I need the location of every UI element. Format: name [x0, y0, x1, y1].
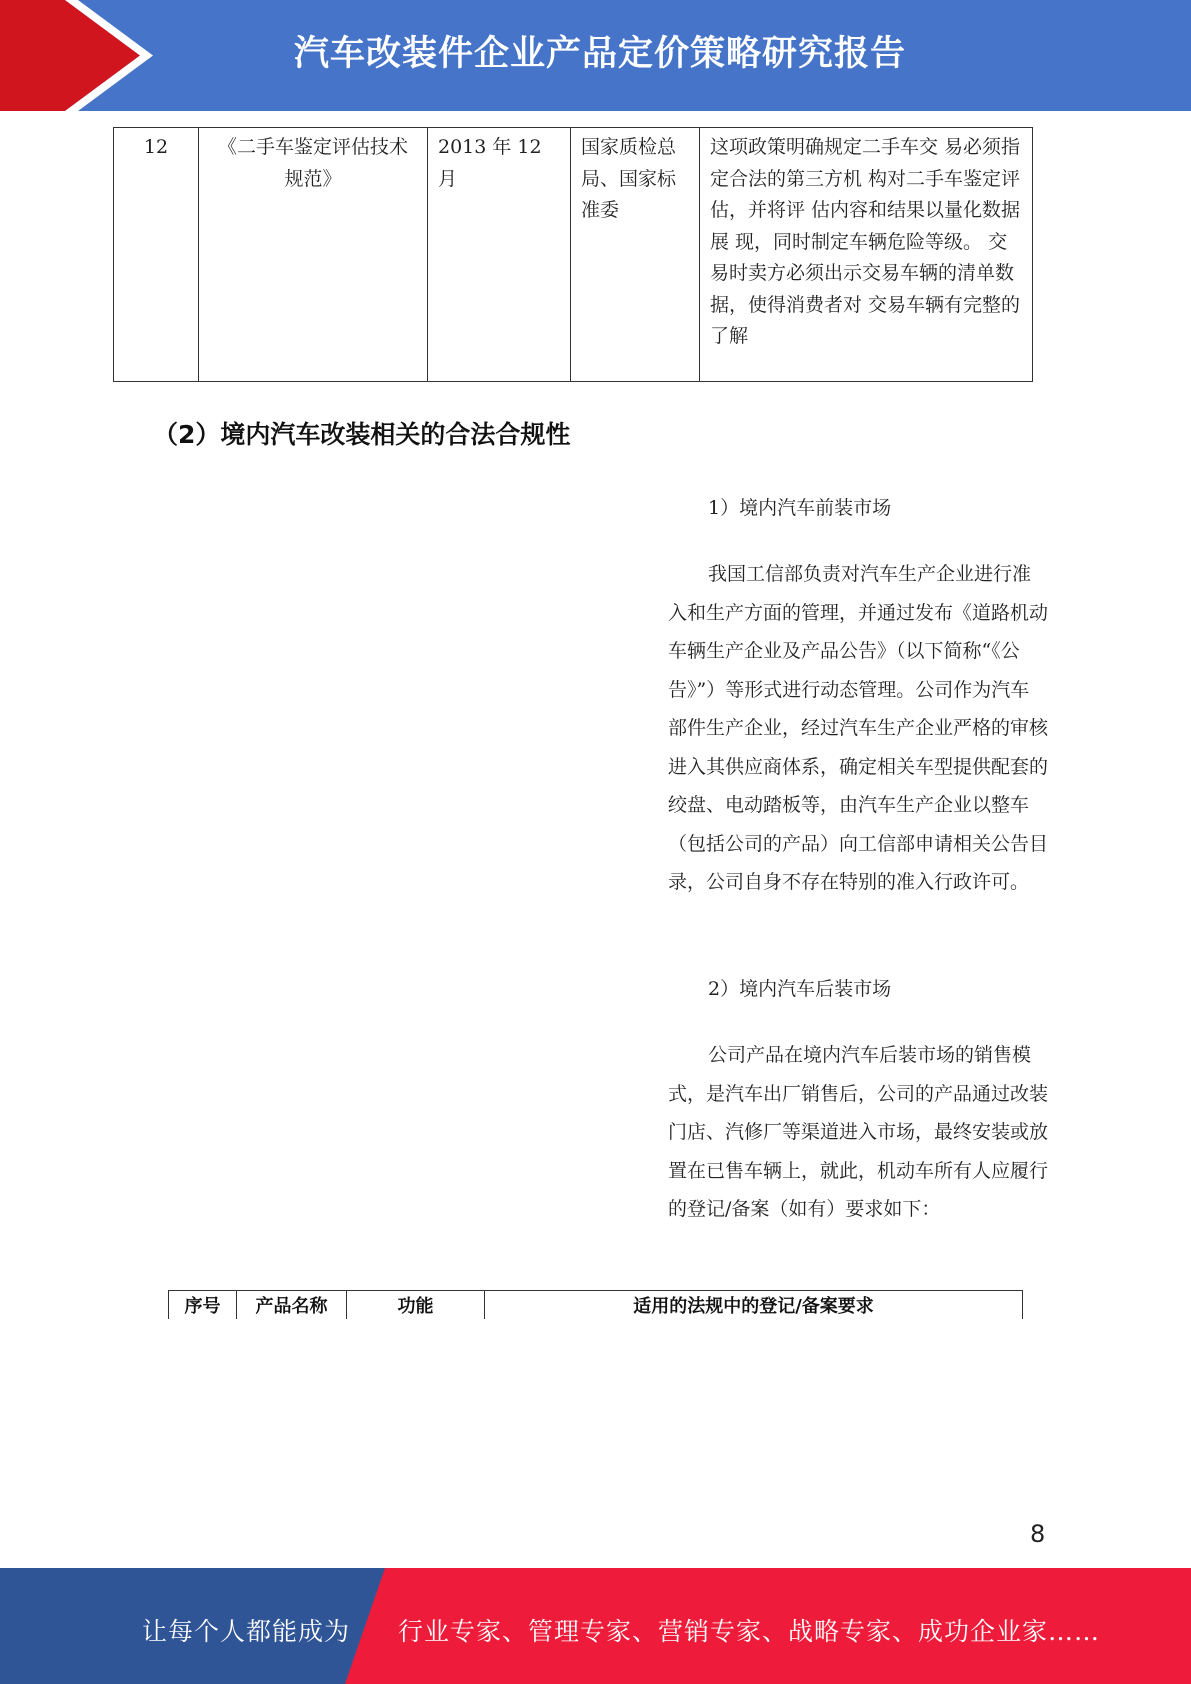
- regulation-name: 《二手车鉴定评估技术规范》: [199, 128, 428, 382]
- report-title: 汽车改装件企业产品定价策略研究报告: [293, 34, 906, 74]
- registration-requirements-table: [168, 1290, 1023, 1319]
- section-heading: （2）境内汽车改装相关的合法合规性: [153, 420, 571, 449]
- column-header-requirements: 适用的法规中的登记/备案要求: [485, 1291, 1023, 1320]
- paragraph-oem-market: [668, 555, 1048, 902]
- column-header-function: 功能: [347, 1291, 485, 1320]
- issue-date: 2013 年 12 月: [428, 128, 571, 382]
- footer-slogan-right: 行业专家、管理专家、营销专家、战略专家、成功企业家……: [398, 1617, 1101, 1646]
- header-chevron-decoration: [0, 0, 160, 111]
- page-number: 8: [1030, 1520, 1046, 1548]
- column-header-no: 序号: [169, 1291, 237, 1320]
- page-header: [0, 0, 1191, 111]
- paragraph-text: 公司产品在境内汽车后装市场的销售模式，是汽车出厂销售后，公司的产品通过改装门店、汽修厂等渠道进入市场，最终安装或放置在已售车辆上，就此，机动车所有人应履行的登记/备案（如有）要求如下：: [668, 1044, 1049, 1220]
- table-header-row: [169, 1291, 1023, 1320]
- issuing-authority: 国家质检总局、国家标准委: [571, 128, 700, 382]
- paragraph-aftermarket: [668, 1036, 1048, 1229]
- paragraph-text: 我国工信部负责对汽车生产企业进行准入和生产方面的管理，并通过发布《道路机动车辆生产企业及产品公告》（以下简称“《公告》”）等形式进行动态管理。公司作为汽车部件生产企业，经过汽车生产企业严格的审核进入其供应商体系，确定相关车型提供配套的绞盘、电动踏板等，由汽车生产企业以整车（包括公司的产品）向工信部申请相关公告目录，公司自身不存在特别的准入行政许可。: [668, 563, 1049, 893]
- table-row: [114, 128, 1033, 382]
- regulation-table: [113, 127, 1033, 382]
- regulation-content: 这项政策明确规定二手车交 易必须指定合法的第三方机 构对二手车鉴定评估，并将评 估内容和结果以量化数据展 现，同时制定车辆危险等级。 交易时卖方必须出示交易车辆的清单数据，使得消费者对 交易车辆有完整的了解: [700, 128, 1033, 382]
- footer-slogan-left: 让每个人都能成为: [142, 1617, 351, 1646]
- row-number: 12: [114, 128, 199, 382]
- subheading-oem-market: 1）境内汽车前装市场: [708, 497, 892, 519]
- column-header-product-name: 产品名称: [237, 1291, 347, 1320]
- subheading-aftermarket: 2）境内汽车后装市场: [708, 978, 892, 1000]
